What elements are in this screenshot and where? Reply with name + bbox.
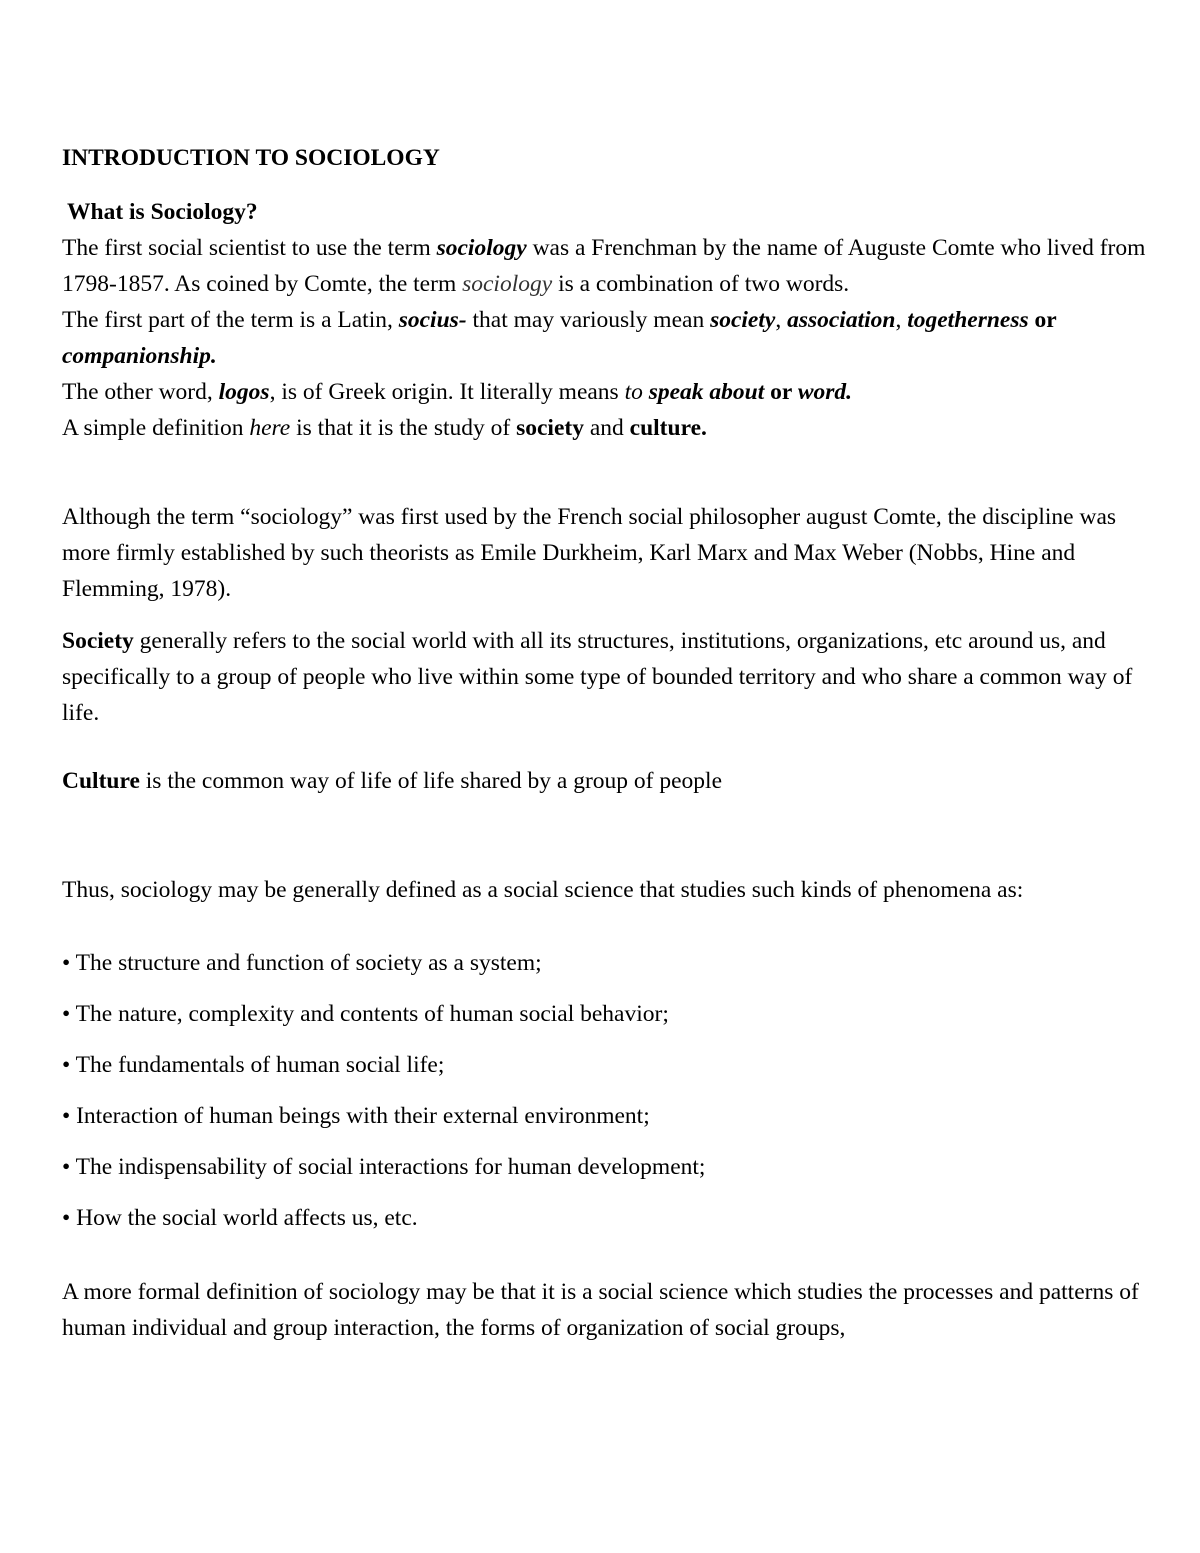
intro-section bbox=[62, 230, 1162, 446]
paragraph-society: Society generally refers to the social world with all its structures, institutions, organizations, etc around us, and specifically to a group of people who live within some type of bounded territory and who share a common way of life. bbox=[62, 628, 1133, 726]
intro-sentence-3: The other word, logos, is of Greek origin. It literally means to speak about or word. bbox=[62, 379, 853, 405]
list-item: • The fundamentals of human social life; bbox=[62, 1052, 445, 1078]
culture-term: Culture bbox=[62, 768, 140, 794]
document-subtitle: What is Sociology? bbox=[67, 199, 258, 225]
list-item: • The structure and function of society as a system; bbox=[62, 950, 542, 976]
list-item: • Interaction of human beings with their external environment; bbox=[62, 1103, 650, 1129]
paragraph-thus: Thus, sociology may be generally defined as a social science that studies such kinds of phenomena as: bbox=[62, 877, 1024, 903]
paragraph-culture: Culture is the common way of life of life shared by a group of people bbox=[62, 768, 723, 794]
society-term: Society bbox=[62, 628, 134, 654]
list-item: • The nature, complexity and contents of human social behavior; bbox=[62, 1001, 669, 1027]
intro-sentence-1: The first social scientist to use the term sociology was a Frenchman by the name of Auguste Comte who lived from 1798-1857. As coined by Comte, the term sociology is a combination of two words. bbox=[62, 235, 1146, 297]
paragraph-formal: A more formal definition of sociology may be that it is a social science which studies the processes and patterns of human individual and group interaction, the forms of organization of social groups, bbox=[62, 1279, 1139, 1341]
list-item: • The indispensability of social interactions for human development; bbox=[62, 1154, 706, 1180]
intro-sentence-2: The first part of the term is a Latin, socius- that may variously mean society, association, togetherness or companionship. bbox=[62, 307, 1057, 369]
phenomena-list bbox=[62, 945, 1162, 1251]
list-item: • How the social world affects us, etc. bbox=[62, 1205, 418, 1231]
intro-sentence-4: A simple definition here is that it is the study of society and culture. bbox=[62, 415, 707, 441]
paragraph-although: Although the term “sociology” was first used by the French social philosopher august Comte, the discipline was more firmly established by such theorists as Emile Durkheim, Karl Marx and Max Weber (Nobbs, Hine and Flemming, 1978). bbox=[62, 504, 1117, 602]
document-title: INTRODUCTION TO SOCIOLOGY bbox=[62, 145, 440, 171]
